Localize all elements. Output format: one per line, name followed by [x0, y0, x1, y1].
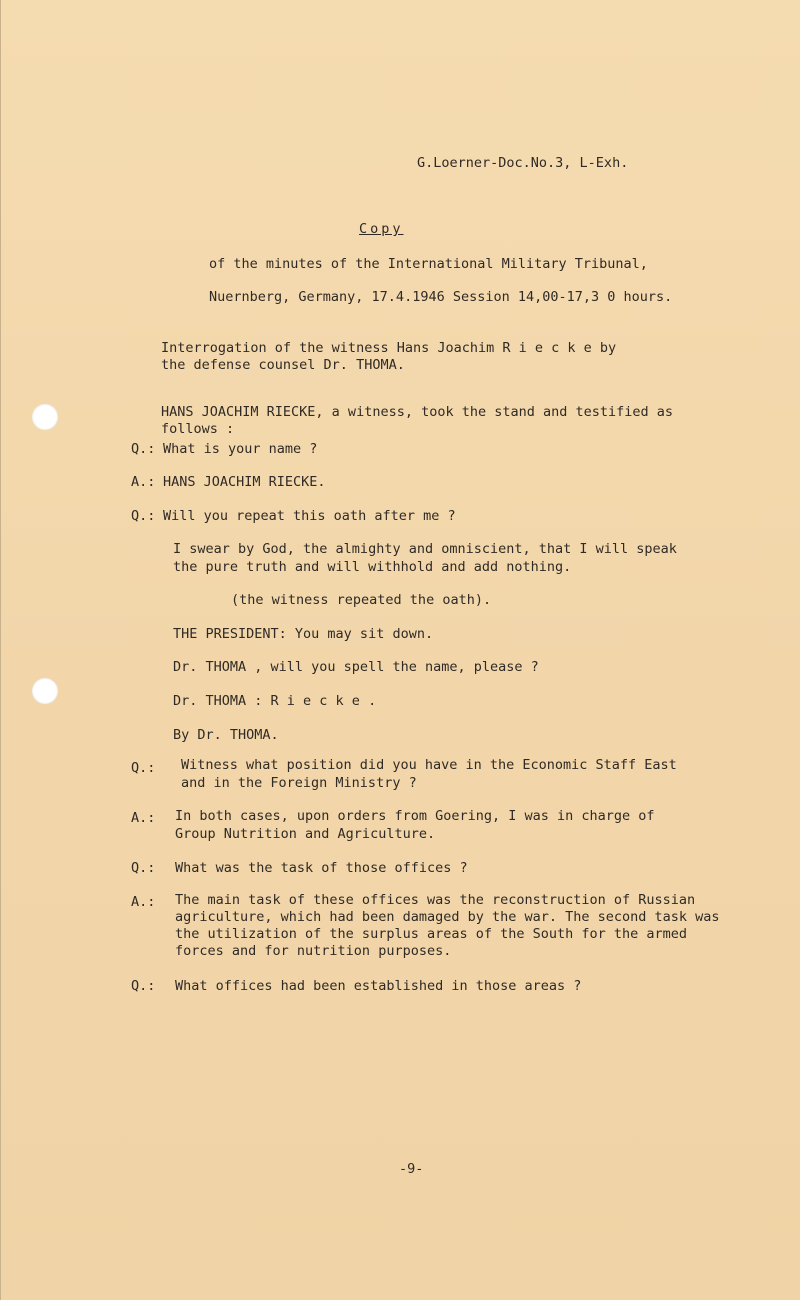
question-text: What was the task of those offices ?: [175, 860, 468, 876]
question-label: Q.:: [131, 441, 156, 457]
oath-line: the pure truth and will withhold and add nothing.: [173, 559, 572, 575]
counsel-request: Dr. THOMA , will you spell the name, please ?: [173, 659, 539, 675]
question-text: and in the Foreign Ministry ?: [181, 775, 417, 791]
answer-text: The main task of these offices was the reconstruction of Russian: [175, 892, 696, 908]
interrogation-line: Interrogation of the witness Hans Joachim R i e c k e by: [161, 340, 617, 356]
answer-label: A.:: [131, 810, 156, 826]
intro-line: Nuernberg, Germany, 17.4.1946 Session 14,00-17,3 0 hours.: [209, 289, 673, 305]
answer-text: forces and for nutrition purposes.: [175, 943, 452, 959]
president-line: THE PRESIDENT: You may sit down.: [173, 626, 434, 642]
answer-text: HANS JOACHIM RIECKE.: [163, 474, 326, 490]
answer-text: the utilization of the surplus areas of the South for the armed: [175, 926, 688, 942]
question-label: Q.:: [131, 978, 156, 994]
punch-hole: [32, 404, 58, 430]
answer-text: agriculture, which had been damaged by the war. The second task was: [175, 909, 720, 925]
answer-text: In both cases, upon orders from Goering, I was in charge of: [175, 808, 655, 824]
question-text: Will you repeat this oath after me ?: [163, 508, 456, 524]
question-label: Q.:: [131, 508, 156, 524]
oath-line: I swear by God, the almighty and omniscient, that I will speak: [173, 541, 677, 557]
question-label: Q.:: [131, 860, 156, 876]
interrogation-line: the defense counsel Dr. THOMA.: [161, 357, 405, 373]
witness-intro-line: HANS JOACHIM RIECKE, a witness, took the stand and testified as: [161, 404, 674, 420]
punch-hole: [32, 678, 58, 704]
answer-label: A.:: [131, 894, 156, 910]
counsel-spelling: Dr. THOMA : R i e c k e .: [173, 693, 377, 709]
question-text: What offices had been established in those areas ?: [175, 978, 582, 994]
oath-repeated: (the witness repeated the oath).: [231, 592, 492, 608]
examiner-line: By Dr. THOMA.: [173, 727, 279, 743]
page-number: -9-: [399, 1161, 424, 1177]
document-reference: G.Loerner-Doc.No.3, L-Exh.: [417, 155, 629, 171]
question-text: What is your name ?: [163, 441, 318, 457]
question-text: Witness what position did you have in the Economic Staff East: [181, 757, 677, 773]
copy-title: Copy: [359, 221, 404, 237]
intro-line: of the minutes of the International Military Tribunal,: [209, 256, 648, 272]
question-label: Q.:: [131, 760, 156, 776]
answer-text: Group Nutrition and Agriculture.: [175, 826, 436, 842]
witness-intro-line: follows :: [161, 421, 235, 437]
answer-label: A.:: [131, 474, 156, 490]
